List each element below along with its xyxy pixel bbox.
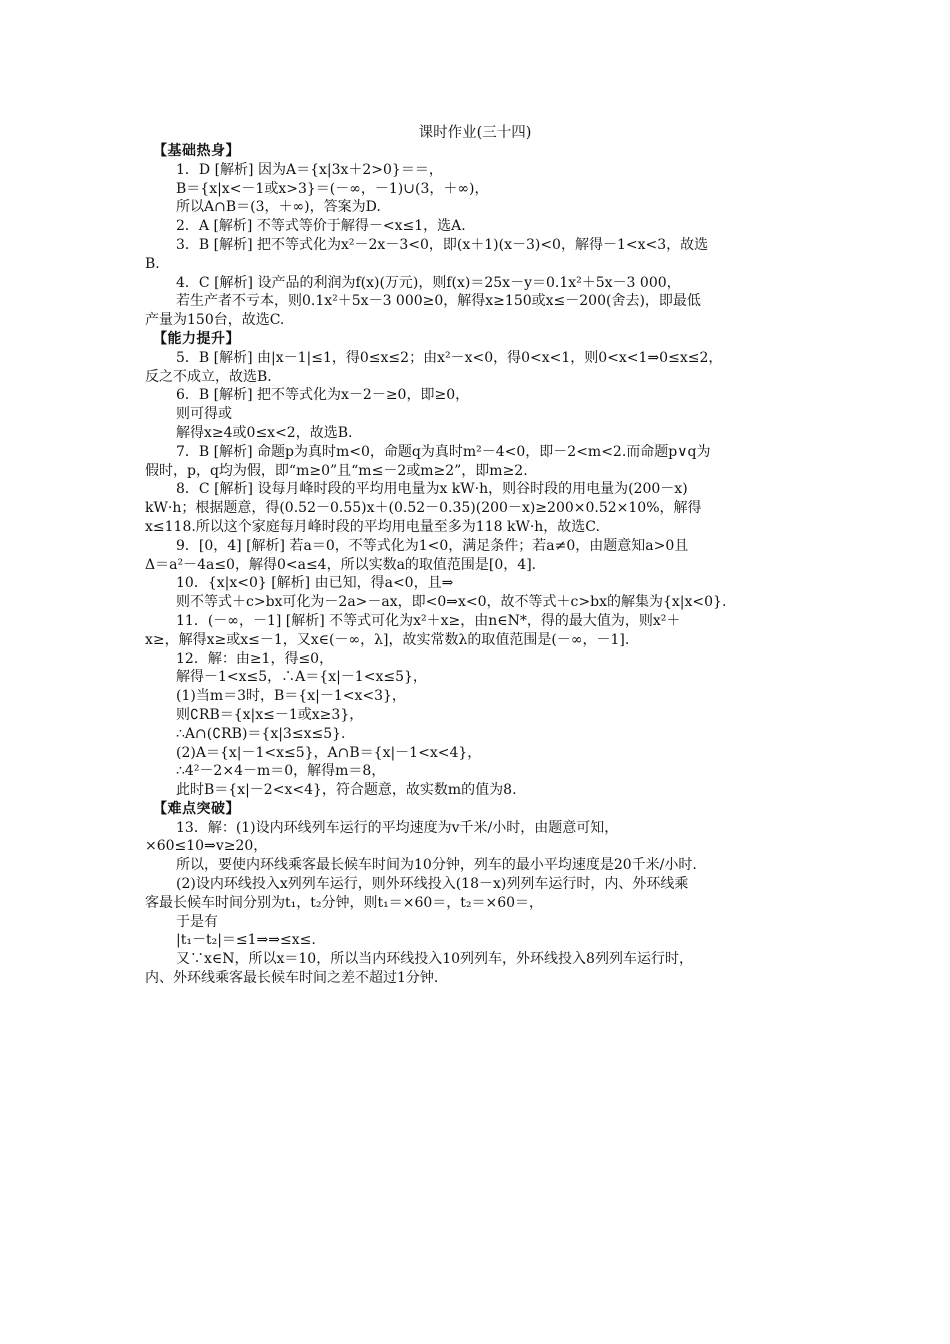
text-line: 7．B [解析] 命题p为真时m<0，命题q为真时m²－4<0，即－2<m<2.而命题p∨q为 <box>176 443 711 460</box>
text-line: (1)当m＝3时，B＝{x|－1<x<3}， <box>176 688 406 705</box>
text-line: 8．C [解析] 设每月峰时段的平均用电量为x kW·h，则谷时段的用电量为(200－x) <box>176 481 688 498</box>
text-line: kW·h；根据题意，得(0.52－0.55)x＋(0.52－0.35)(200－x)≥200×0.52×10%，解得 <box>145 500 702 517</box>
text-line: 所以A∩B＝(3，＋∞)，答案为D. <box>176 199 381 216</box>
text-line: 所以，要使内环线乘客最长候车时间为10分钟，列车的最小平均速度是20千米/小时. <box>176 857 697 874</box>
text-line: |t₁－t₂|＝≤1⇒⇒≤x≤. <box>176 932 316 949</box>
text-line: 假时，p，q均为假，即“m≥0”且“m≤－2或m≥2”，即m≥2. <box>145 462 528 479</box>
text-line: 解得－1<x≤5，∴A＝{x|－1<x≤5}， <box>176 669 427 686</box>
text-line: 4．C [解析] 设产品的利润为f(x)(万元)，则f(x)＝25x－y＝0.1x²＋5x－3 000， <box>176 274 681 291</box>
text-line: B＝{x|x<－1或x>3}＝(－∞，－1)∪(3，＋∞)， <box>176 180 489 197</box>
text-line: ∴4²－2×4－m＝0，解得m＝8， <box>176 763 386 780</box>
text-line: 13．解：(1)设内环线列车运行的平均速度为v千米/小时，由题意可知， <box>176 819 619 836</box>
text-line: Δ＝a²－4a≤0，解得0<a≤4，所以实数a的取值范围是[0，4]. <box>145 556 537 573</box>
section-heading: 【难点突破】 <box>153 800 240 817</box>
text-line: 若生产者不亏本，则0.1x²＋5x－3 000≥0，解得x≥150或x≤－200(舍去)，即最低 <box>176 293 701 310</box>
text-line: 9．[0，4] [解析] 若a＝0，不等式化为1<0，满足条件；若a≠0，由题意知a>0且 <box>176 537 689 554</box>
text-line: 又∵x∈N，所以x＝10，所以当内环线投入10列列车，外环线投入8列列车运行时， <box>176 951 693 968</box>
text-line: 10．{x|x<0} [解析] 由已知，得a<0，且⇒ <box>176 575 454 592</box>
text-line: x≤118.所以这个家庭每月峰时段的平均用电量至多为118 kW·h，故选C. <box>145 518 600 535</box>
text-line: (2)设内环线投入x列列车运行，则外环线投入(18－x)列列车运行时，内、外环线乘 <box>176 876 689 893</box>
text-line: 12．解：由≥1，得≤0， <box>176 650 334 667</box>
document-body <box>145 142 810 988</box>
text-line: 11．(－∞，－1] [解析] 不等式可化为x²＋x≥，由n∈N*，得的最大值为，则x²＋ <box>176 612 681 629</box>
text-line: 1．D [解析] 因为A＝{x|3x＋2>0}＝＝， <box>176 161 443 178</box>
text-line: 3．B [解析] 把不等式化为x²－2x－3<0，即(x＋1)(x－3)<0，解得－1<x<3，故选 <box>176 236 709 253</box>
section-heading: 【能力提升】 <box>153 330 240 347</box>
text-line: B. <box>145 255 160 272</box>
text-line: (2)A＝{x|－1<x≤5}，A∩B＝{x|－1<x<4}， <box>176 744 482 761</box>
text-line: 则可得或 <box>176 406 232 423</box>
text-line: ×60≤10⇒v≥20， <box>145 838 268 855</box>
text-line: 产量为150台，故选C. <box>145 312 285 329</box>
text-line: 则不等式＋c>bx可化为－2a>－ax，即<0⇒x<0，故不等式＋c>bx的解集为{x|x<0}. <box>176 594 727 611</box>
text-line: ∴A∩(∁RB)＝{x|3≤x≤5}. <box>176 725 346 742</box>
text-line: 此时B＝{x|－2<x<4}，符合题意，故实数m的值为8. <box>176 782 517 799</box>
text-line: 解得x≥4或0≤x<2，故选B. <box>176 424 353 441</box>
page-title: 课时作业(三十四) <box>418 125 532 141</box>
text-line: 6．B [解析] 把不等式化为x－2－≥0，即≥0， <box>176 387 470 404</box>
text-line: 于是有 <box>176 913 218 930</box>
text-line: 客最长候车时间分别为t₁，t₂分钟，则t₁＝×60＝，t₂＝×60＝， <box>145 894 544 911</box>
text-line: 内、外环线乘客最长候车时间之差不超过1分钟. <box>145 970 439 987</box>
text-line: x≥，解得x≥或x≤－1，又x∈(－∞，λ]，故实常数λ的取值范围是(－∞，－1]. <box>145 631 630 648</box>
text-line: 反之不成立，故选B. <box>145 368 272 385</box>
text-line: 5．B [解析] 由|x－1|≤1，得0≤x≤2；由x²－x<0，得0<x<1，则0<x<1⇒0≤x≤2， <box>176 349 723 366</box>
section-heading: 【基础热身】 <box>153 143 240 159</box>
text-line: 则∁RB＝{x|x≤－1或x≥3}， <box>176 706 364 723</box>
text-line: 2．A [解析] 不等式等价于解得－<x≤1，选A. <box>176 218 466 235</box>
